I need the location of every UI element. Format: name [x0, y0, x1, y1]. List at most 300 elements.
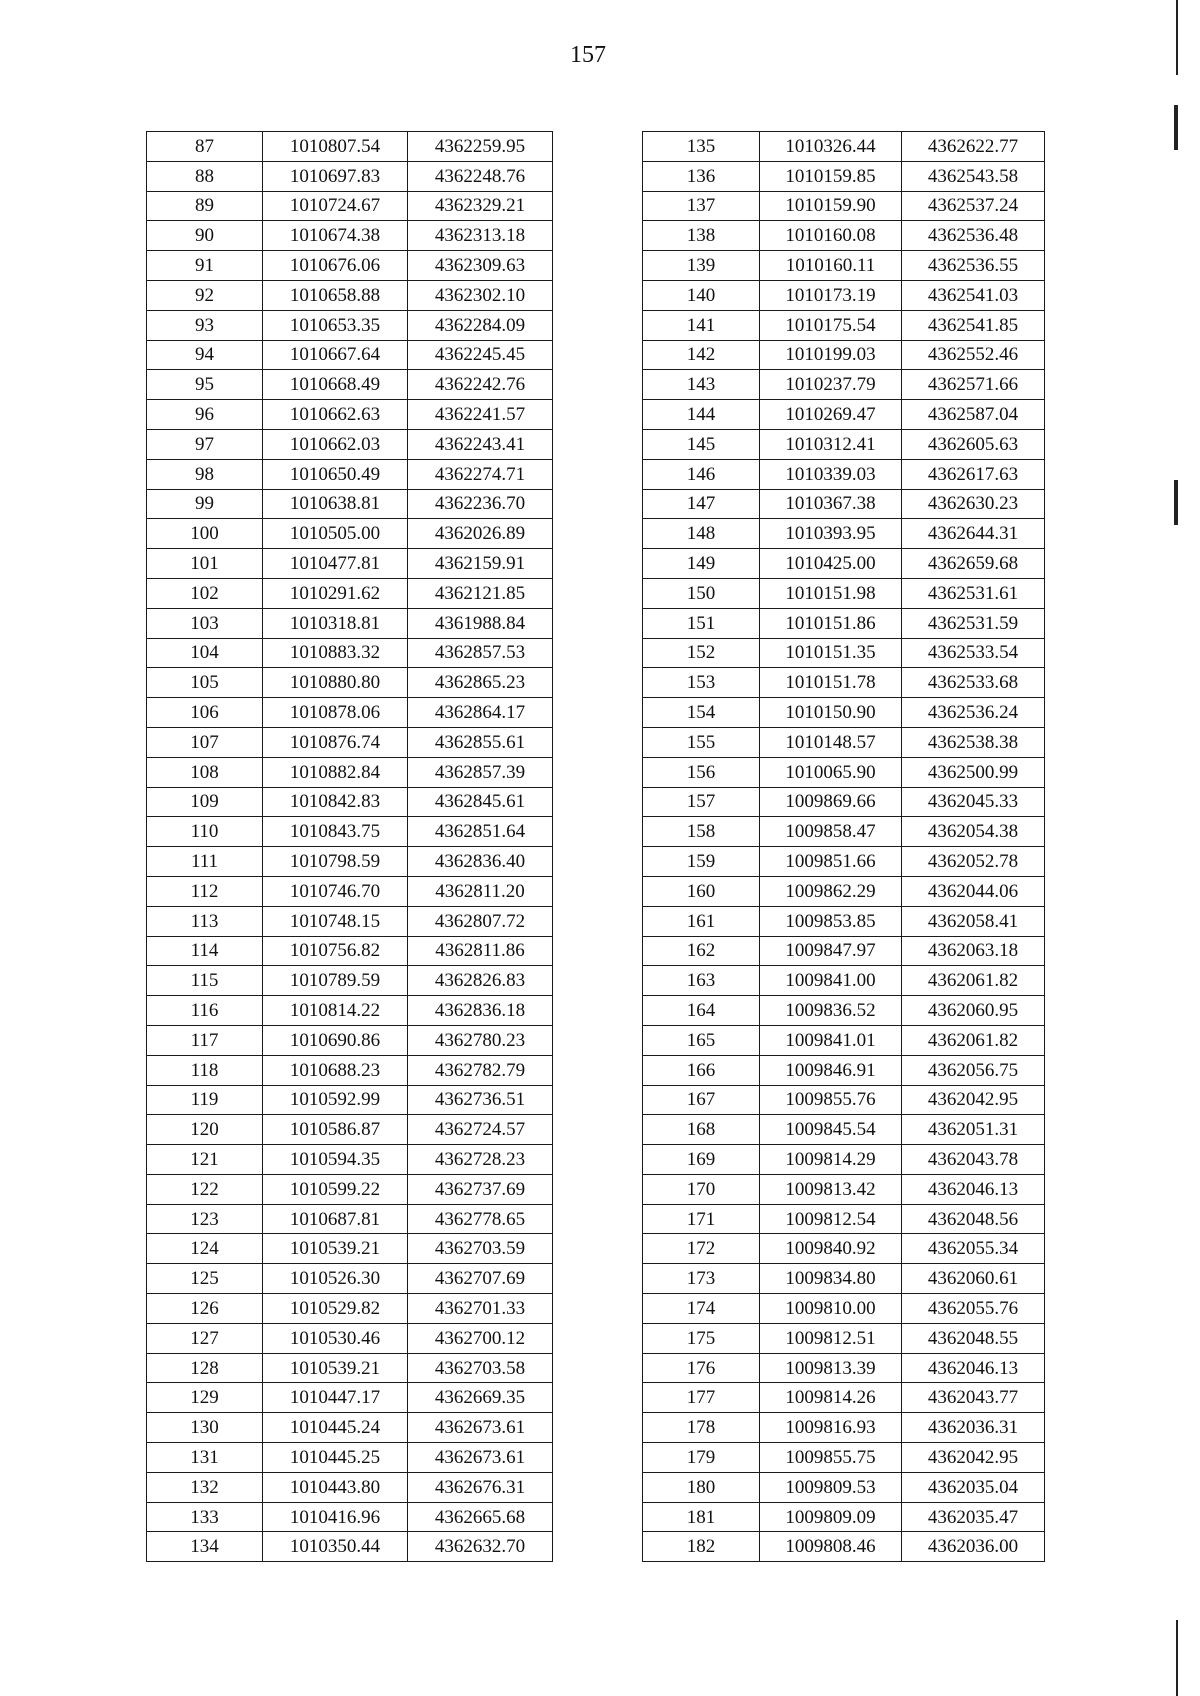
y-coordinate-cell: 4362701.33 [408, 1294, 553, 1324]
x-coordinate-cell: 1010151.86 [760, 608, 902, 638]
y-coordinate-cell: 4362811.20 [408, 876, 553, 906]
y-coordinate-cell: 4362046.13 [902, 1174, 1045, 1204]
x-coordinate-cell: 1010526.30 [263, 1264, 408, 1294]
x-coordinate-cell: 1010586.87 [263, 1115, 408, 1145]
y-coordinate-cell: 4362644.31 [902, 519, 1045, 549]
x-coordinate-cell: 1010687.81 [263, 1204, 408, 1234]
scan-edge-mark [1174, 480, 1178, 525]
point-number-cell: 116 [147, 996, 263, 1026]
point-number-cell: 94 [147, 340, 263, 370]
y-coordinate-cell: 4362659.68 [902, 549, 1045, 579]
y-coordinate-cell: 4362707.69 [408, 1264, 553, 1294]
table-row [147, 996, 553, 1026]
point-number-cell: 128 [147, 1353, 263, 1383]
y-coordinate-cell: 4362552.46 [902, 340, 1045, 370]
point-number-cell: 114 [147, 936, 263, 966]
y-coordinate-cell: 4362035.04 [902, 1472, 1045, 1502]
point-number-cell: 121 [147, 1145, 263, 1175]
table-row [147, 1115, 553, 1145]
table-row [147, 1502, 553, 1532]
table-row [643, 1294, 1045, 1324]
point-number-cell: 98 [147, 459, 263, 489]
point-number-cell: 166 [643, 1055, 760, 1085]
x-coordinate-cell: 1010662.03 [263, 429, 408, 459]
x-coordinate-cell: 1009812.51 [760, 1323, 902, 1353]
x-coordinate-cell: 1010798.59 [263, 847, 408, 877]
table-row [147, 1532, 553, 1562]
point-number-cell: 126 [147, 1294, 263, 1324]
table-row [147, 221, 553, 251]
y-coordinate-cell: 4362826.83 [408, 966, 553, 996]
point-number-cell: 88 [147, 161, 263, 191]
y-coordinate-cell: 4362248.76 [408, 161, 553, 191]
x-coordinate-cell: 1010150.90 [760, 698, 902, 728]
table-row [643, 1055, 1045, 1085]
table-row [147, 1234, 553, 1264]
point-number-cell: 150 [643, 578, 760, 608]
point-number-cell: 141 [643, 310, 760, 340]
x-coordinate-cell: 1009855.75 [760, 1443, 902, 1473]
table-row [643, 1264, 1045, 1294]
y-coordinate-cell: 4362026.89 [408, 519, 553, 549]
y-coordinate-cell: 4362836.18 [408, 996, 553, 1026]
x-coordinate-cell: 1009809.53 [760, 1472, 902, 1502]
table-row [643, 668, 1045, 698]
y-coordinate-cell: 4362046.13 [902, 1353, 1045, 1383]
table-row [643, 817, 1045, 847]
point-number-cell: 152 [643, 638, 760, 668]
table-row [643, 578, 1045, 608]
table-row [147, 1025, 553, 1055]
x-coordinate-cell: 1010447.17 [263, 1383, 408, 1413]
point-number-cell: 176 [643, 1353, 760, 1383]
table-row [643, 608, 1045, 638]
x-coordinate-cell: 1009812.54 [760, 1204, 902, 1234]
scan-edge-mark [1176, 0, 1178, 75]
x-coordinate-cell: 1010151.78 [760, 668, 902, 698]
point-number-cell: 110 [147, 817, 263, 847]
y-coordinate-cell: 4362531.61 [902, 578, 1045, 608]
x-coordinate-cell: 1009834.80 [760, 1264, 902, 1294]
y-coordinate-cell: 4362054.38 [902, 817, 1045, 847]
point-number-cell: 106 [147, 698, 263, 728]
y-coordinate-cell: 4362241.57 [408, 400, 553, 430]
y-coordinate-cell: 4362538.38 [902, 727, 1045, 757]
scan-edge-mark [1174, 105, 1178, 150]
x-coordinate-cell: 1010880.80 [263, 668, 408, 698]
point-number-cell: 153 [643, 668, 760, 698]
y-coordinate-cell: 4362778.65 [408, 1204, 553, 1234]
table-row [643, 429, 1045, 459]
x-coordinate-cell: 1010148.57 [760, 727, 902, 757]
y-coordinate-cell: 4362622.77 [902, 132, 1045, 162]
y-coordinate-cell: 4362736.51 [408, 1085, 553, 1115]
x-coordinate-cell: 1010416.96 [263, 1502, 408, 1532]
x-coordinate-cell: 1010159.85 [760, 161, 902, 191]
point-number-cell: 148 [643, 519, 760, 549]
point-number-cell: 91 [147, 251, 263, 281]
table-row [147, 757, 553, 787]
y-coordinate-cell: 4362536.48 [902, 221, 1045, 251]
table-row [147, 1264, 553, 1294]
point-number-cell: 109 [147, 787, 263, 817]
y-coordinate-cell: 4362864.17 [408, 698, 553, 728]
y-coordinate-cell: 4362042.95 [902, 1085, 1045, 1115]
table-row [147, 1145, 553, 1175]
x-coordinate-cell: 1010676.06 [263, 251, 408, 281]
x-coordinate-cell: 1010367.38 [760, 489, 902, 519]
y-coordinate-cell: 4362541.85 [902, 310, 1045, 340]
y-coordinate-cell: 4362673.61 [408, 1413, 553, 1443]
point-number-cell: 136 [643, 161, 760, 191]
point-number-cell: 125 [147, 1264, 263, 1294]
table-row [643, 1115, 1045, 1145]
point-number-cell: 149 [643, 549, 760, 579]
x-coordinate-cell: 1010539.21 [263, 1353, 408, 1383]
table-row [643, 280, 1045, 310]
point-number-cell: 97 [147, 429, 263, 459]
x-coordinate-cell: 1010505.00 [263, 519, 408, 549]
table-row [643, 1204, 1045, 1234]
x-coordinate-cell: 1010443.80 [263, 1472, 408, 1502]
table-row [643, 1353, 1045, 1383]
point-number-cell: 127 [147, 1323, 263, 1353]
table-row [147, 1472, 553, 1502]
y-coordinate-cell: 4362728.23 [408, 1145, 553, 1175]
table-row [147, 1413, 553, 1443]
point-number-cell: 118 [147, 1055, 263, 1085]
table-row [147, 727, 553, 757]
point-number-cell: 177 [643, 1383, 760, 1413]
x-coordinate-cell: 1010756.82 [263, 936, 408, 966]
table-row [643, 489, 1045, 519]
table-row [643, 936, 1045, 966]
point-number-cell: 182 [643, 1532, 760, 1562]
y-coordinate-cell: 4362571.66 [902, 370, 1045, 400]
y-coordinate-cell: 4362533.54 [902, 638, 1045, 668]
x-coordinate-cell: 1009841.00 [760, 966, 902, 996]
point-number-cell: 134 [147, 1532, 263, 1562]
x-coordinate-cell: 1010350.44 [263, 1532, 408, 1562]
table-row [643, 459, 1045, 489]
y-coordinate-cell: 4362055.34 [902, 1234, 1045, 1264]
point-number-cell: 140 [643, 280, 760, 310]
point-number-cell: 101 [147, 549, 263, 579]
table-row [147, 310, 553, 340]
point-number-cell: 87 [147, 132, 263, 162]
y-coordinate-cell: 4362533.68 [902, 668, 1045, 698]
y-coordinate-cell: 4362259.95 [408, 132, 553, 162]
point-number-cell: 90 [147, 221, 263, 251]
point-number-cell: 165 [643, 1025, 760, 1055]
point-number-cell: 178 [643, 1413, 760, 1443]
x-coordinate-cell: 1009858.47 [760, 817, 902, 847]
x-coordinate-cell: 1009816.93 [760, 1413, 902, 1443]
y-coordinate-cell: 4361988.84 [408, 608, 553, 638]
x-coordinate-cell: 1009846.91 [760, 1055, 902, 1085]
table-row [643, 310, 1045, 340]
y-coordinate-cell: 4362857.53 [408, 638, 553, 668]
x-coordinate-cell: 1010065.90 [760, 757, 902, 787]
point-number-cell: 179 [643, 1443, 760, 1473]
y-coordinate-cell: 4362632.70 [408, 1532, 553, 1562]
point-number-cell: 102 [147, 578, 263, 608]
coordinates-table-left-body [147, 132, 553, 1562]
y-coordinate-cell: 4362737.69 [408, 1174, 553, 1204]
point-number-cell: 129 [147, 1383, 263, 1413]
x-coordinate-cell: 1010160.08 [760, 221, 902, 251]
y-coordinate-cell: 4362782.79 [408, 1055, 553, 1085]
table-row [147, 1383, 553, 1413]
point-number-cell: 145 [643, 429, 760, 459]
point-number-cell: 172 [643, 1234, 760, 1264]
table-row [147, 578, 553, 608]
table-row [147, 251, 553, 281]
table-row [643, 787, 1045, 817]
point-number-cell: 142 [643, 340, 760, 370]
y-coordinate-cell: 4362536.24 [902, 698, 1045, 728]
y-coordinate-cell: 4362236.70 [408, 489, 553, 519]
x-coordinate-cell: 1010529.82 [263, 1294, 408, 1324]
x-coordinate-cell: 1009847.97 [760, 936, 902, 966]
x-coordinate-cell: 1010151.35 [760, 638, 902, 668]
point-number-cell: 159 [643, 847, 760, 877]
y-coordinate-cell: 4362587.04 [902, 400, 1045, 430]
coordinates-table-left [146, 131, 553, 1562]
x-coordinate-cell: 1010173.19 [760, 280, 902, 310]
x-coordinate-cell: 1010199.03 [760, 340, 902, 370]
page-number: 157 [570, 42, 606, 68]
table-row [643, 757, 1045, 787]
y-coordinate-cell: 4362313.18 [408, 221, 553, 251]
point-number-cell: 171 [643, 1204, 760, 1234]
y-coordinate-cell: 4362045.33 [902, 787, 1045, 817]
x-coordinate-cell: 1010842.83 [263, 787, 408, 817]
y-coordinate-cell: 4362063.18 [902, 936, 1045, 966]
x-coordinate-cell: 1010530.46 [263, 1323, 408, 1353]
y-coordinate-cell: 4362243.41 [408, 429, 553, 459]
point-number-cell: 105 [147, 668, 263, 698]
coordinates-table-right-body [643, 132, 1045, 1562]
point-number-cell: 93 [147, 310, 263, 340]
x-coordinate-cell: 1010688.23 [263, 1055, 408, 1085]
x-coordinate-cell: 1010667.64 [263, 340, 408, 370]
point-number-cell: 133 [147, 1502, 263, 1532]
table-row [643, 1383, 1045, 1413]
table-row [643, 906, 1045, 936]
table-row [147, 549, 553, 579]
point-number-cell: 104 [147, 638, 263, 668]
table-row [147, 400, 553, 430]
y-coordinate-cell: 4362242.76 [408, 370, 553, 400]
table-row [643, 996, 1045, 1026]
y-coordinate-cell: 4362043.78 [902, 1145, 1045, 1175]
point-number-cell: 132 [147, 1472, 263, 1502]
table-row [147, 608, 553, 638]
table-row [147, 876, 553, 906]
table-row [643, 1025, 1045, 1055]
x-coordinate-cell: 1010724.67 [263, 191, 408, 221]
table-row [643, 727, 1045, 757]
point-number-cell: 169 [643, 1145, 760, 1175]
point-number-cell: 124 [147, 1234, 263, 1264]
point-number-cell: 180 [643, 1472, 760, 1502]
table-row [147, 1055, 553, 1085]
point-number-cell: 119 [147, 1085, 263, 1115]
x-coordinate-cell: 1009841.01 [760, 1025, 902, 1055]
x-coordinate-cell: 1010748.15 [263, 906, 408, 936]
table-row [147, 1085, 553, 1115]
x-coordinate-cell: 1010393.95 [760, 519, 902, 549]
table-row [147, 936, 553, 966]
table-row [643, 1145, 1045, 1175]
table-row [643, 1085, 1045, 1115]
y-coordinate-cell: 4362245.45 [408, 340, 553, 370]
y-coordinate-cell: 4362500.99 [902, 757, 1045, 787]
table-row [147, 847, 553, 877]
table-row [147, 429, 553, 459]
table-row [643, 340, 1045, 370]
y-coordinate-cell: 4362051.31 [902, 1115, 1045, 1145]
point-number-cell: 144 [643, 400, 760, 430]
table-row [643, 400, 1045, 430]
table-row [643, 549, 1045, 579]
table-row [643, 1532, 1045, 1562]
x-coordinate-cell: 1010326.44 [760, 132, 902, 162]
point-number-cell: 100 [147, 519, 263, 549]
table-row [147, 668, 553, 698]
x-coordinate-cell: 1010425.00 [760, 549, 902, 579]
point-number-cell: 147 [643, 489, 760, 519]
y-coordinate-cell: 4362284.09 [408, 310, 553, 340]
x-coordinate-cell: 1010539.21 [263, 1234, 408, 1264]
y-coordinate-cell: 4362780.23 [408, 1025, 553, 1055]
point-number-cell: 107 [147, 727, 263, 757]
x-coordinate-cell: 1010175.54 [760, 310, 902, 340]
point-number-cell: 139 [643, 251, 760, 281]
x-coordinate-cell: 1010318.81 [263, 608, 408, 638]
x-coordinate-cell: 1009813.42 [760, 1174, 902, 1204]
table-row [147, 698, 553, 728]
y-coordinate-cell: 4362052.78 [902, 847, 1045, 877]
x-coordinate-cell: 1010882.84 [263, 757, 408, 787]
point-number-cell: 160 [643, 876, 760, 906]
table-row [147, 161, 553, 191]
point-number-cell: 146 [643, 459, 760, 489]
point-number-cell: 115 [147, 966, 263, 996]
y-coordinate-cell: 4362329.21 [408, 191, 553, 221]
point-number-cell: 175 [643, 1323, 760, 1353]
point-number-cell: 122 [147, 1174, 263, 1204]
y-coordinate-cell: 4362537.24 [902, 191, 1045, 221]
y-coordinate-cell: 4362665.68 [408, 1502, 553, 1532]
y-coordinate-cell: 4362703.58 [408, 1353, 553, 1383]
table-row [147, 1443, 553, 1473]
x-coordinate-cell: 1010312.41 [760, 429, 902, 459]
y-coordinate-cell: 4362048.55 [902, 1323, 1045, 1353]
table-row [643, 161, 1045, 191]
y-coordinate-cell: 4362042.95 [902, 1443, 1045, 1473]
x-coordinate-cell: 1010789.59 [263, 966, 408, 996]
point-number-cell: 151 [643, 608, 760, 638]
x-coordinate-cell: 1009869.66 [760, 787, 902, 817]
x-coordinate-cell: 1010592.99 [263, 1085, 408, 1115]
point-number-cell: 137 [643, 191, 760, 221]
x-coordinate-cell: 1010291.62 [263, 578, 408, 608]
table-row [643, 1502, 1045, 1532]
point-number-cell: 162 [643, 936, 760, 966]
x-coordinate-cell: 1010445.25 [263, 1443, 408, 1473]
y-coordinate-cell: 4362703.59 [408, 1234, 553, 1264]
x-coordinate-cell: 1010883.32 [263, 638, 408, 668]
point-number-cell: 168 [643, 1115, 760, 1145]
table-row [147, 787, 553, 817]
y-coordinate-cell: 4362043.77 [902, 1383, 1045, 1413]
table-row [643, 519, 1045, 549]
x-coordinate-cell: 1009810.00 [760, 1294, 902, 1324]
x-coordinate-cell: 1009809.09 [760, 1502, 902, 1532]
table-row [147, 519, 553, 549]
x-coordinate-cell: 1009814.26 [760, 1383, 902, 1413]
y-coordinate-cell: 4362669.35 [408, 1383, 553, 1413]
table-row [147, 1294, 553, 1324]
x-coordinate-cell: 1010653.35 [263, 310, 408, 340]
y-coordinate-cell: 4362058.41 [902, 906, 1045, 936]
point-number-cell: 123 [147, 1204, 263, 1234]
table-row [643, 251, 1045, 281]
x-coordinate-cell: 1010650.49 [263, 459, 408, 489]
point-number-cell: 112 [147, 876, 263, 906]
y-coordinate-cell: 4362159.91 [408, 549, 553, 579]
x-coordinate-cell: 1009845.54 [760, 1115, 902, 1145]
point-number-cell: 113 [147, 906, 263, 936]
y-coordinate-cell: 4362309.63 [408, 251, 553, 281]
y-coordinate-cell: 4362044.06 [902, 876, 1045, 906]
point-number-cell: 95 [147, 370, 263, 400]
x-coordinate-cell: 1010160.11 [760, 251, 902, 281]
x-coordinate-cell: 1010674.38 [263, 221, 408, 251]
table-row [643, 132, 1045, 162]
y-coordinate-cell: 4362676.31 [408, 1472, 553, 1502]
x-coordinate-cell: 1010159.90 [760, 191, 902, 221]
table-row [147, 340, 553, 370]
y-coordinate-cell: 4362061.82 [902, 1025, 1045, 1055]
y-coordinate-cell: 4362055.76 [902, 1294, 1045, 1324]
x-coordinate-cell: 1010662.63 [263, 400, 408, 430]
table-row [643, 370, 1045, 400]
y-coordinate-cell: 4362048.56 [902, 1204, 1045, 1234]
y-coordinate-cell: 4362536.55 [902, 251, 1045, 281]
y-coordinate-cell: 4362673.61 [408, 1443, 553, 1473]
y-coordinate-cell: 4362845.61 [408, 787, 553, 817]
x-coordinate-cell: 1010599.22 [263, 1174, 408, 1204]
table-row [147, 1174, 553, 1204]
y-coordinate-cell: 4362035.47 [902, 1502, 1045, 1532]
table-row [643, 847, 1045, 877]
x-coordinate-cell: 1010746.70 [263, 876, 408, 906]
x-coordinate-cell: 1010658.88 [263, 280, 408, 310]
point-number-cell: 158 [643, 817, 760, 847]
x-coordinate-cell: 1009853.85 [760, 906, 902, 936]
point-number-cell: 181 [643, 1502, 760, 1532]
x-coordinate-cell: 1010339.03 [760, 459, 902, 489]
point-number-cell: 155 [643, 727, 760, 757]
y-coordinate-cell: 4362605.63 [902, 429, 1045, 459]
x-coordinate-cell: 1009855.76 [760, 1085, 902, 1115]
x-coordinate-cell: 1010878.06 [263, 698, 408, 728]
y-coordinate-cell: 4362811.86 [408, 936, 553, 966]
y-coordinate-cell: 4362700.12 [408, 1323, 553, 1353]
